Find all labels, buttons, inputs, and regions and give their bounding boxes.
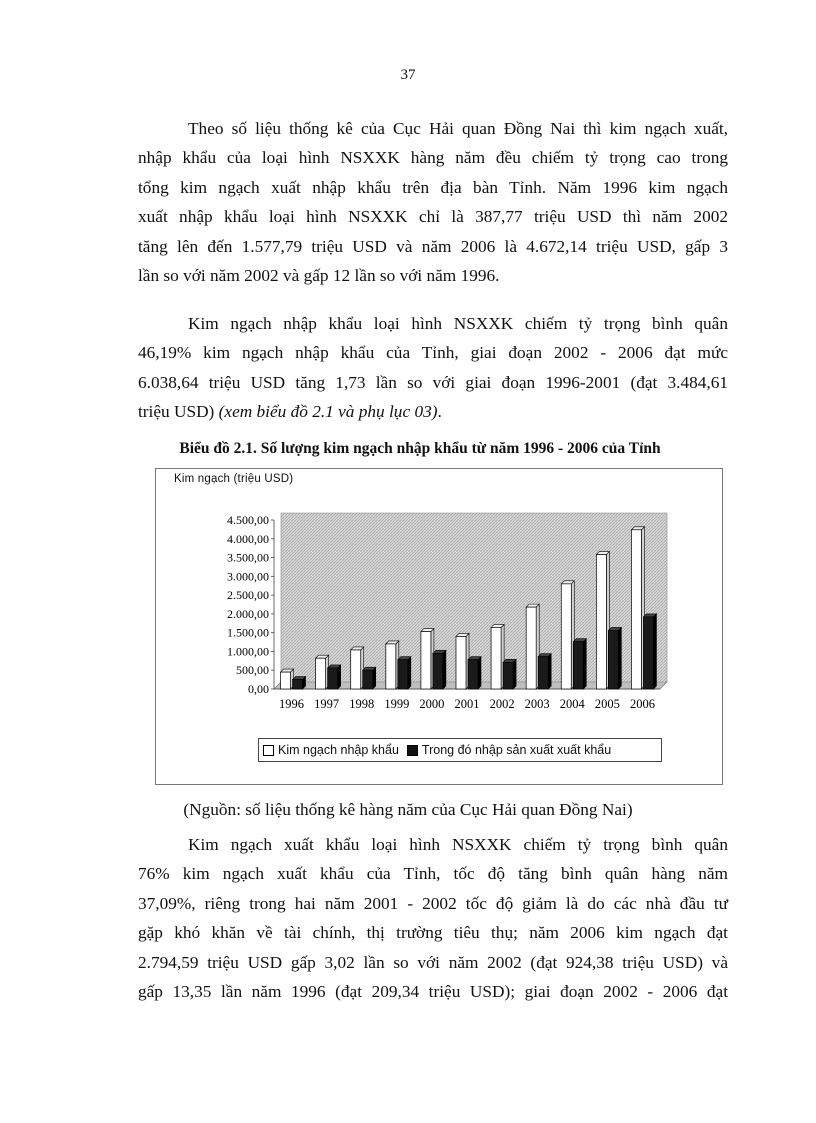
y-tick-label: 0,00 (248, 682, 269, 696)
text-line: tăng lên đến 1.577,79 triệu USD và năm 2006 là 4.672,14 triệu USD, gấp 3 (138, 236, 728, 256)
legend-item-production-export: Trong đó nhập sản xuất xuất khẩu (421, 743, 612, 757)
paragraph-1 (138, 114, 728, 290)
text-line: nhập khẩu của loại hình NSXXK hàng năm đều chiếm tỷ trọng cao trong (138, 148, 728, 168)
text-line: Theo số liệu thống kê của Cục Hải quan Đồng Nai thì kim ngạch xuất, (188, 119, 728, 138)
figure-reference: (xem biểu đồ 2.1 và phụ lục 03) (218, 402, 438, 422)
chart-legend (258, 738, 662, 762)
paragraph-2 (138, 309, 728, 427)
x-tick-label: 1996 (279, 697, 305, 711)
text-line: xuất nhập khẩu loại hình NSXXK chỉ là 387,77 triệu USD thì năm 2002 (138, 207, 728, 227)
text-line: 76% kim ngạch xuất khẩu của Tỉnh, tốc độ tăng bình quân hàng năm (138, 864, 728, 884)
y-tick-label: 4.000,00 (227, 531, 269, 546)
text-line: 37,09%, riêng trong hai năm 2001 - 2002 tốc độ giảm là do các nhà đầu tư (138, 893, 728, 913)
x-tick-label: 2001 (454, 697, 480, 711)
chart-y-axis-label: Kim ngạch (triệu USD) (174, 473, 294, 485)
text-line: lần so với năm 2002 và gấp 12 lần so với năm 1996. (138, 266, 500, 286)
y-tick-label: 1.000,00 (227, 644, 269, 659)
text-line: 2.794,59 triệu USD gấp 3,02 lần so với năm 2002 (đạt 924,38 triệu USD) và (138, 952, 728, 972)
chart-caption: Biểu đồ 2.1. Số lượng kim ngạch nhập khẩu từ năm 1996 - 2006 của Tỉnh (179, 440, 661, 457)
source-note: (Nguồn: số liệu thống kê hàng năm của Cục Hải quan Đồng Nai) (183, 800, 633, 819)
text-line: Kim ngạch xuất khẩu loại hình NSXXK chiếm tỷ trọng bình quân (188, 835, 728, 854)
y-tick-label: 1.500,00 (227, 625, 269, 640)
text-line: gấp 13,35 lần năm 1996 (đạt 209,34 triệu USD); giai đoạn 2002 - 2006 đạt (138, 982, 728, 1002)
y-tick-label: 4.500,00 (227, 513, 269, 527)
x-tick-label: 2005 (594, 697, 620, 711)
paragraph-3 (138, 830, 728, 1006)
x-tick-label: 2000 (419, 697, 445, 711)
y-tick-label: 2.000,00 (227, 606, 269, 621)
legend-swatch-white (263, 745, 274, 756)
x-tick-label: 2004 (559, 697, 585, 711)
y-tick-label: 3.500,00 (227, 550, 269, 565)
x-tick-label: 2002 (489, 697, 515, 711)
y-tick-label: 2.500,00 (227, 588, 269, 603)
text-line: Kim ngạch nhập khẩu loại hình NSXXK chiếm tỷ trọng bình quân (188, 314, 728, 333)
x-tick-label: 1997 (314, 697, 340, 711)
text-line: triệu USD) (xem biểu đồ 2.1 và phụ lục 03). (138, 402, 442, 422)
text-line: tổng kim ngạch xuất nhập khẩu trên địa bàn Tỉnh. Năm 1996 kim ngạch (138, 177, 728, 197)
y-tick-label: 3.000,00 (227, 569, 269, 584)
page-number: 37 (400, 67, 416, 83)
legend-swatch-black (407, 745, 418, 756)
text-line: gặp khó khăn về tài chính, thị trường tiêu thụ; năm 2006 kim ngạch đạt (138, 923, 728, 943)
x-tick-label: 2003 (524, 697, 550, 711)
y-tick-label: 500,00 (236, 663, 269, 678)
x-tick-label: 2006 (629, 697, 655, 711)
x-tick-label: 1999 (384, 697, 410, 711)
text-line: 6.038,64 triệu USD tăng 1,73 lần so với giai đoạn 1996-2001 (đạt 3.484,61 (138, 372, 728, 392)
legend-item-import: Kim ngạch nhập khẩu (278, 743, 399, 757)
text-line: 46,19% kim ngạch nhập khẩu của Tỉnh, giai đoạn 2002 - 2006 đạt mức (138, 343, 728, 363)
x-tick-label: 1998 (349, 697, 375, 711)
